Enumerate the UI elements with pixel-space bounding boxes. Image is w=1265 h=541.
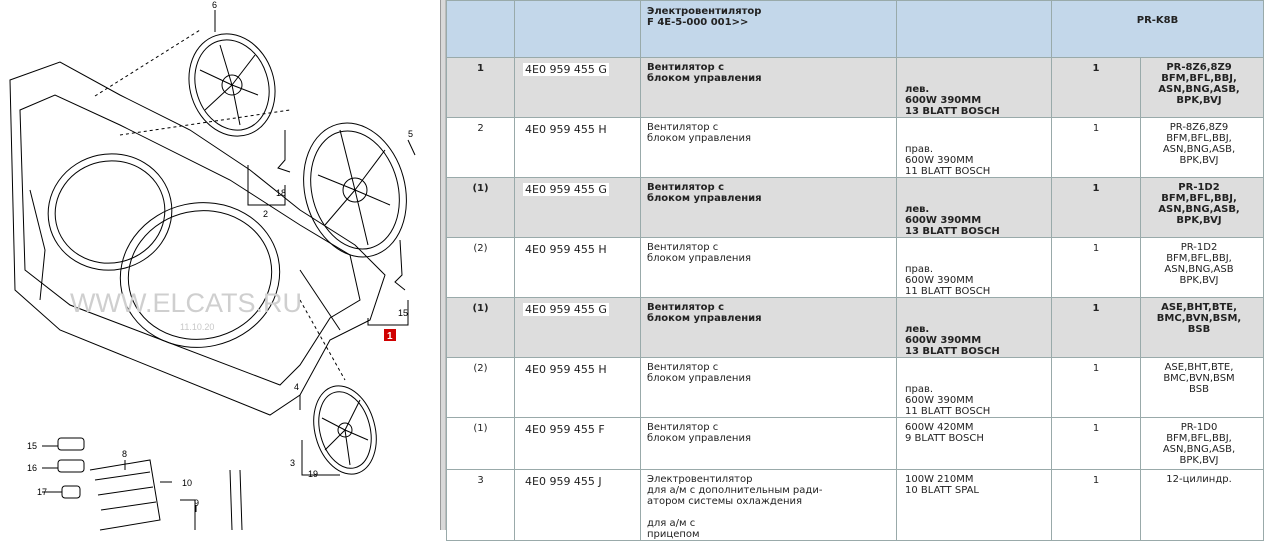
part-number-link[interactable]: 4E0 959 455 G [525,63,607,76]
remark-cell: прав. 600W 390MM 11 BLATT BOSCH [905,384,991,417]
remark-cell: прав. 600W 390MM 11 BLATT BOSCH [905,144,991,177]
table-row[interactable] [447,58,1264,118]
table-row[interactable] [447,418,1264,470]
callout-label: 10 [182,478,193,488]
table-row[interactable] [447,178,1264,238]
group-title: Электровентилятор F 4E-5-000 001>> [647,6,762,28]
table-row[interactable] [447,298,1264,358]
part-name-cell: Вентилятор с блоком управления [647,302,762,324]
part-name-cell: Вентилятор с блоком управления [647,362,751,384]
part-number-link[interactable]: 4E0 959 455 H [525,243,607,256]
remark-cell: лев. 600W 390MM 13 BLATT BOSCH [905,204,1000,237]
callout-label: 9 [194,498,200,508]
callout-label: 6 [212,0,218,10]
quantity-cell: 1 [1092,243,1100,254]
part-name-cell: Вентилятор с блоком управления [647,242,751,264]
remark-cell: лев. 600W 390MM 13 BLATT BOSCH [905,84,1000,117]
part-number-cell[interactable] [515,358,640,376]
callout-label: 4 [294,382,300,392]
parts-diagram [0,0,440,530]
quantity-cell: 1 [1092,123,1100,134]
callout-label: 17 [37,487,48,497]
part-number-link[interactable]: 4E0 959 455 H [525,363,607,376]
table-row[interactable] [447,238,1264,298]
part-name-cell: Электровентилятор для а/м с дополнительным ради- атором системы охлаждения для а/м с прицепом [647,474,823,540]
callout-label: 15 [27,441,38,451]
part-name-cell: Вентилятор с блоком управления [647,422,751,444]
models-cell: ASE,BHT,BTE, BMC,BVN,BSM BSB [1163,362,1235,395]
models-cell: 12-цилиндр. [1166,474,1232,485]
callout-label: 18 [276,188,287,198]
watermark-text: WWW.ELCATS.RU [70,288,302,318]
callout-label: 5 [408,129,414,139]
position-cell: (1) [472,183,489,194]
group-code: PR-K8B [1136,15,1179,26]
part-number-cell[interactable] [515,470,640,488]
parts-table-pane [446,0,1265,540]
callout-label: 15 [398,308,409,318]
watermark-date: 11.10.20 [180,322,215,332]
table-row[interactable] [447,470,1264,541]
radiator-fan-illustration [0,0,440,530]
quantity-cell: 1 [1092,363,1100,374]
quantity-cell: 1 [1092,303,1100,314]
table-row[interactable] [447,118,1264,178]
position-cell: (1) [473,423,488,434]
models-cell: ASE,BHT,BTE, BMC,BVN,BSM, BSB [1156,302,1242,335]
part-number-cell[interactable] [515,58,640,76]
callout-label: 2 [263,209,269,219]
position-cell: (2) [473,243,488,254]
part-name-cell: Вентилятор с блоком управления [647,182,762,204]
part-number-link[interactable]: 4E0 959 455 G [525,183,607,196]
part-number-cell[interactable] [515,298,640,316]
models-cell: PR-1D2 BFM,BFL,BBJ, ASN,BNG,ASB BPK,BVJ [1164,242,1234,286]
part-number-link[interactable]: 4E0 959 455 J [525,475,602,488]
quantity-cell: 1 [1092,475,1100,486]
models-cell: PR-1D0 BFM,BFL,BBJ, ASN,BNG,ASB, BPK,BVJ [1162,422,1236,466]
remark-cell: прав. 600W 390MM 11 BLATT BOSCH [905,264,991,297]
part-name-cell: Вентилятор с блоком управления [647,62,762,84]
quantity-cell: 1 [1092,63,1100,74]
remark-cell: 100W 210MM 10 BLATT SPAL [905,474,979,496]
callout-label: 3 [290,458,296,468]
callout-label: 16 [27,463,38,473]
models-cell: PR-8Z6,8Z9 BFM,BFL,BBJ, ASN,BNG,ASB, BPK,BVJ [1162,122,1236,166]
part-number-cell[interactable] [515,238,640,256]
part-number-link[interactable]: 4E0 959 455 G [525,303,607,316]
quantity-cell: 1 [1092,183,1100,194]
part-number-cell[interactable] [515,118,640,136]
position-cell: 2 [477,123,484,134]
part-number-link[interactable]: 4E0 959 455 H [525,123,607,136]
part-name-cell: Вентилятор с блоком управления [647,122,751,144]
part-number-link[interactable]: 4E0 959 455 F [525,423,605,436]
quantity-cell: 1 [1092,423,1100,434]
part-number-cell[interactable] [515,178,640,196]
table-row[interactable] [447,358,1264,418]
models-cell: PR-1D2 BFM,BFL,BBJ, ASN,BNG,ASB, BPK,BVJ [1158,182,1240,226]
position-cell: (2) [473,363,488,374]
highlight-marker-label: 1 [387,331,393,342]
part-number-cell[interactable] [515,418,640,436]
table-header-row [447,1,1264,58]
position-cell: (1) [472,303,489,314]
position-cell: 3 [477,475,484,486]
callout-label: 8 [122,449,128,459]
position-cell: 1 [477,63,484,74]
parts-table [446,0,1264,541]
callout-label: 19 [308,469,319,479]
remark-cell: 600W 420MM 9 BLATT BOSCH [905,422,984,444]
remark-cell: лев. 600W 390MM 13 BLATT BOSCH [905,324,1000,357]
models-cell: PR-8Z6,8Z9 BFM,BFL,BBJ, ASN,BNG,ASB, BPK,BVJ [1158,62,1240,106]
